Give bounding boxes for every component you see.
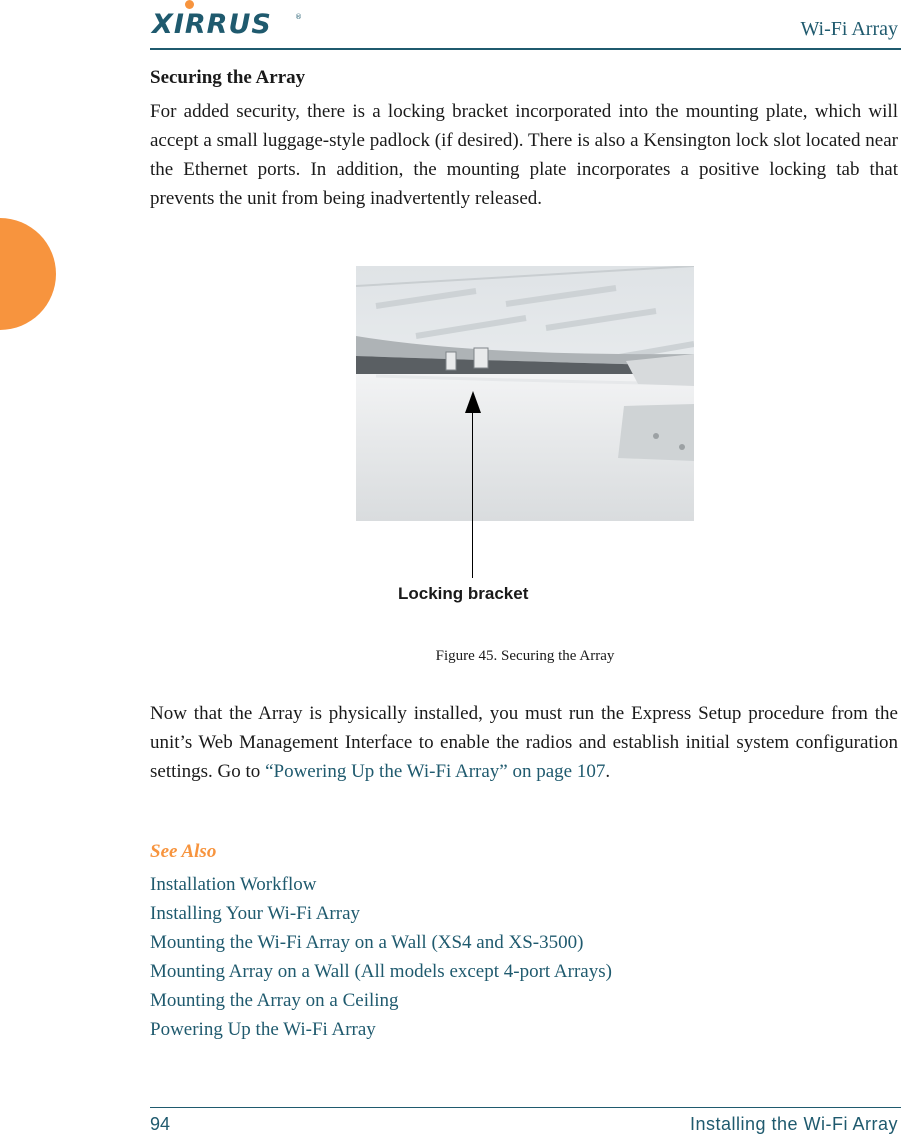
array-locking-photo — [356, 266, 694, 521]
page-number: 94 — [150, 1114, 171, 1134]
xirrus-logo: XIRRUS — [152, 9, 272, 40]
callout-line — [472, 410, 473, 578]
setup-paragraph-end: . — [605, 761, 611, 782]
see-also-link[interactable]: Mounting Array on a Wall (All models except 4-port Arrays) — [150, 961, 612, 982]
setup-paragraph — [150, 699, 898, 786]
footer-chapter-title: Installing the Wi-Fi Array — [689, 1114, 898, 1134]
chapter-tab-marker — [0, 218, 56, 330]
see-also-link[interactable]: Mounting the Wi-Fi Array on a Wall (XS4 and XS-3500) — [150, 932, 584, 953]
callout-arrowhead — [465, 391, 481, 413]
figure-caption: Figure 45. Securing the Array — [435, 648, 615, 664]
see-also-link[interactable]: Powering Up the Wi-Fi Array — [150, 1019, 376, 1040]
see-also-title: See Also — [150, 841, 217, 862]
see-also-link[interactable]: Installation Workflow — [150, 874, 317, 895]
see-also-link[interactable]: Mounting the Array on a Ceiling — [150, 990, 399, 1011]
see-also-list — [150, 870, 612, 1044]
intro-paragraph: For added security, there is a locking bracket incorporated into the mounting plate, which will accept a small luggage-style padlock (if desired). There is also a Kensington lock slot located near the Ethernet ports. In addition, the mounting plate incorporates a positive locking tab that prevents the unit from being inadvertently released. — [150, 101, 898, 209]
section-heading: Securing the Array — [150, 67, 306, 88]
logo-registered-mark: ® — [295, 13, 302, 21]
photo-illustration — [356, 266, 694, 521]
powering-up-link[interactable]: “Powering Up the Wi-Fi Array” on page 107 — [265, 761, 606, 782]
see-also-link[interactable]: Installing Your Wi-Fi Array — [150, 903, 361, 924]
logo-dot — [185, 0, 194, 9]
callout-label: Locking bracket — [398, 584, 529, 603]
header-title: Wi-Fi Array — [800, 18, 898, 40]
footer-divider — [150, 1107, 901, 1108]
header-divider — [150, 48, 901, 50]
setup-paragraph-text: Now that the Array is physically installed, you must run the Express Setup procedure from the unit’s Web Management Interface to enable the radios and establish initial system configuration settings. Go to — [150, 703, 898, 782]
